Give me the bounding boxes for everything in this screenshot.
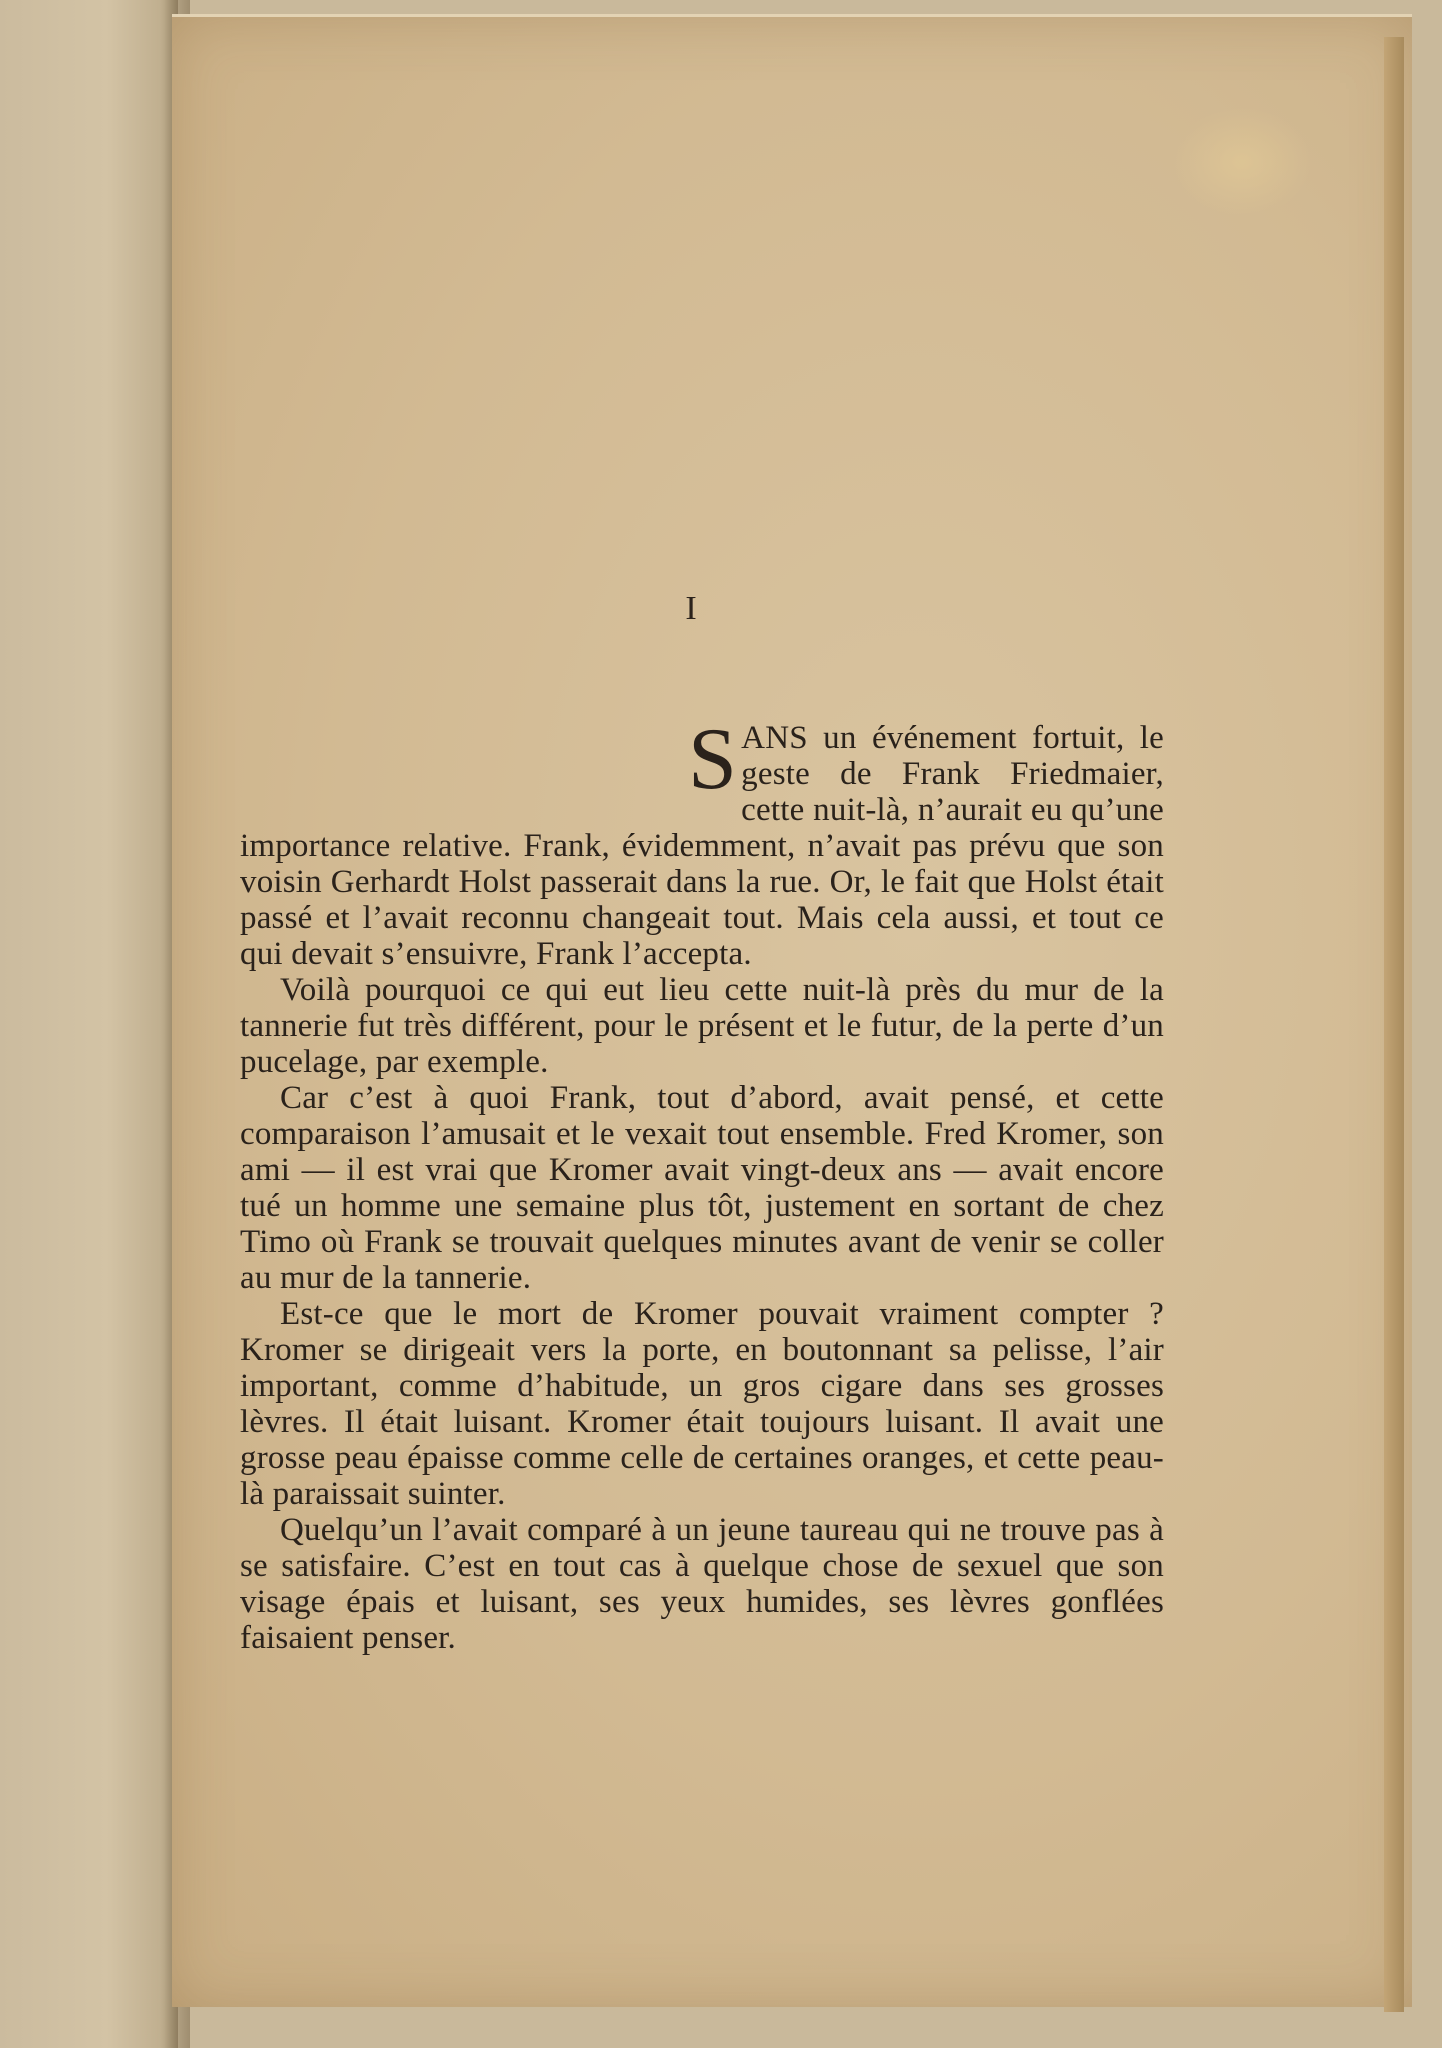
paragraph-5: Quelqu’un l’avait comparé à un jeune taureau qui ne trouve pas à se satisfaire. C’est en tout cas à quelque chose de sexuel que son visage épais et luisant, ses yeux humides, ses lèvres gonflées faisaient penser. <box>240 1512 1164 1656</box>
paragraph-1-text: un événement fortuit, le geste de Frank Friedmaier, cette nuit-là, n’aurait eu qu’une importance relative. Frank, évidemment, n’avait pas prévu que son voisin Gerhardt Holst passerait dans la rue. Or, le fait que Holst était passé et l’avait reconnu changeait tout. Mais cela aussi, et tout ce qui devait s’ensuivre, Frank l’accepta. <box>240 720 1164 972</box>
paragraph-4: Est-ce que le mort de Kromer pouvait vraiment compter ? Kromer se dirigeait vers la porte, en boutonnant sa pelisse, l’air important, comme d’habitude, un gros cigare dans ses grosses lèvres. Il était luisant. Kromer était toujours luisant. Il avait une grosse peau épaisse comme celle de certaines oranges, et cette peau-là paraissait suinter. <box>240 1296 1164 1512</box>
paragraph-3: Car c’est à quoi Frank, tout d’abord, avait pensé, et cette comparaison l’amusait et le vexait tout ensemble. Fred Kromer, son ami — il est vrai que Kromer avait vingt-deux ans — avait encore tué un homme une semaine plus tôt, justement en sortant de chez Timo où Frank se trouvait quelques minutes avant de venir se coller au mur de la tannerie. <box>240 1080 1164 1296</box>
page-edge <box>1384 37 1404 2012</box>
left-page-margin <box>0 0 178 2048</box>
drop-cap-lead: ANS <box>741 720 808 756</box>
paragraph-1 <box>240 711 1164 972</box>
paragraph-2: Voilà pourquoi ce qui eut lieu cette nuit-là près du mur de la tannerie fut très différent, pour le présent et le futur, de la perte d’un pucelage, par exemple. <box>240 972 1164 1080</box>
chapter-number: I <box>685 590 697 627</box>
chapter-text <box>240 711 1164 1656</box>
drop-cap: S <box>688 711 738 808</box>
